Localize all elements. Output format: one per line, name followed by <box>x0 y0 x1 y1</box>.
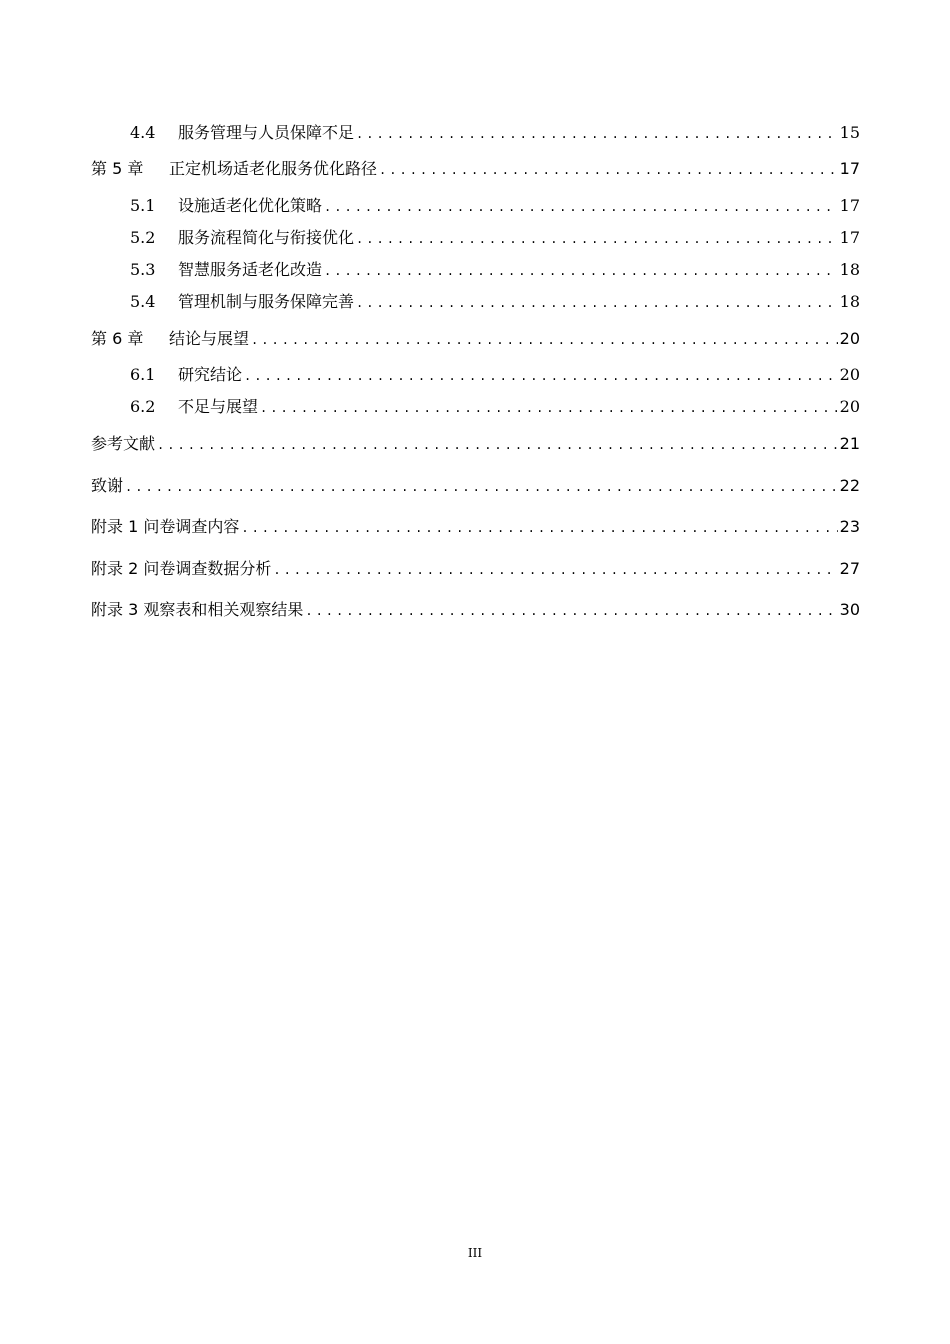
toc-entry-page: 15 <box>839 123 860 142</box>
toc-entry-chapter-5[interactable] <box>91 148 860 190</box>
toc-entry-page: 20 <box>839 328 860 348</box>
toc-entry-number: 4.4 <box>130 123 156 142</box>
toc-entry-number: 第 5 章 <box>91 159 144 178</box>
toc-entry-chapter-6[interactable] <box>91 318 860 360</box>
toc-entry-title: 智慧服务适老化改造 <box>178 259 323 279</box>
toc-entry-title: 附录 2 问卷调查数据分析 <box>91 558 272 578</box>
toc-entry-number: 5.2 <box>130 227 156 247</box>
toc-entry-title: 不足与展望 <box>178 397 259 416</box>
toc-entry-4-4[interactable] <box>91 118 860 148</box>
table-of-contents <box>91 118 860 631</box>
toc-entry-title: 服务管理与人员保障不足 <box>178 123 355 142</box>
toc-entry-5-1[interactable] <box>91 190 860 222</box>
toc-entry-6-2[interactable] <box>91 391 860 423</box>
toc-entry-appendix-1[interactable] <box>91 506 860 548</box>
page-number-footer: III <box>467 1246 483 1260</box>
dot-leader <box>157 425 838 465</box>
dot-leader <box>379 150 838 190</box>
toc-entry-page: 18 <box>839 259 860 279</box>
dot-leader <box>251 320 838 360</box>
toc-entry-title: 正定机场适老化服务优化路径 <box>169 159 378 178</box>
toc-entry-title: 服务流程简化与衔接优化 <box>178 227 355 247</box>
toc-entry-title: 附录 3 观察表和相关观察结果 <box>91 600 304 619</box>
toc-entry-number: 6.2 <box>130 397 156 416</box>
toc-entry-page: 20 <box>839 365 860 384</box>
dot-leader <box>273 550 837 590</box>
dot-leader <box>324 191 838 222</box>
toc-entry-number: 5.1 <box>130 195 156 215</box>
toc-entry-page: 21 <box>839 434 860 453</box>
dot-leader <box>324 255 838 286</box>
toc-entry-number: 5.3 <box>130 259 156 279</box>
toc-entry-title: 致谢 <box>91 475 124 495</box>
toc-entry-number: 第 6 章 <box>91 328 144 348</box>
toc-entry-title: 管理机制与服务保障完善 <box>178 291 355 311</box>
toc-entry-page: 20 <box>839 397 860 416</box>
toc-entry-number: 5.4 <box>130 291 156 311</box>
toc-entry-page: 30 <box>839 600 860 619</box>
dot-leader <box>356 119 838 148</box>
toc-entry-title: 结论与展望 <box>169 328 250 348</box>
toc-entry-number: 6.1 <box>130 365 156 384</box>
toc-entry-page: 17 <box>839 227 860 247</box>
toc-entry-references[interactable] <box>91 423 860 465</box>
toc-entry-acknowledgements[interactable] <box>91 465 860 507</box>
toc-entry-page: 23 <box>839 517 860 536</box>
dot-leader <box>244 360 838 391</box>
toc-entry-page: 17 <box>839 195 860 215</box>
dot-leader <box>125 467 838 507</box>
toc-entry-5-4[interactable] <box>91 286 860 318</box>
dot-leader <box>260 392 838 423</box>
toc-entry-title: 研究结论 <box>178 365 243 384</box>
toc-entry-page: 22 <box>839 475 860 495</box>
toc-entry-page: 18 <box>839 291 860 311</box>
toc-entry-title: 参考文献 <box>91 434 156 453</box>
dot-leader <box>356 223 838 254</box>
dot-leader <box>356 287 838 318</box>
dot-leader <box>241 508 837 548</box>
toc-entry-page: 27 <box>839 558 860 578</box>
toc-entry-6-1[interactable] <box>91 359 860 391</box>
toc-entry-appendix-2[interactable] <box>91 548 860 590</box>
toc-entry-title: 附录 1 问卷调查内容 <box>91 517 240 536</box>
toc-entry-appendix-3[interactable] <box>91 589 860 631</box>
toc-entry-title: 设施适老化优化策略 <box>178 195 323 215</box>
toc-entry-5-2[interactable] <box>91 222 860 254</box>
dot-leader <box>305 591 837 631</box>
toc-entry-page: 17 <box>839 159 860 178</box>
toc-entry-5-3[interactable] <box>91 254 860 286</box>
